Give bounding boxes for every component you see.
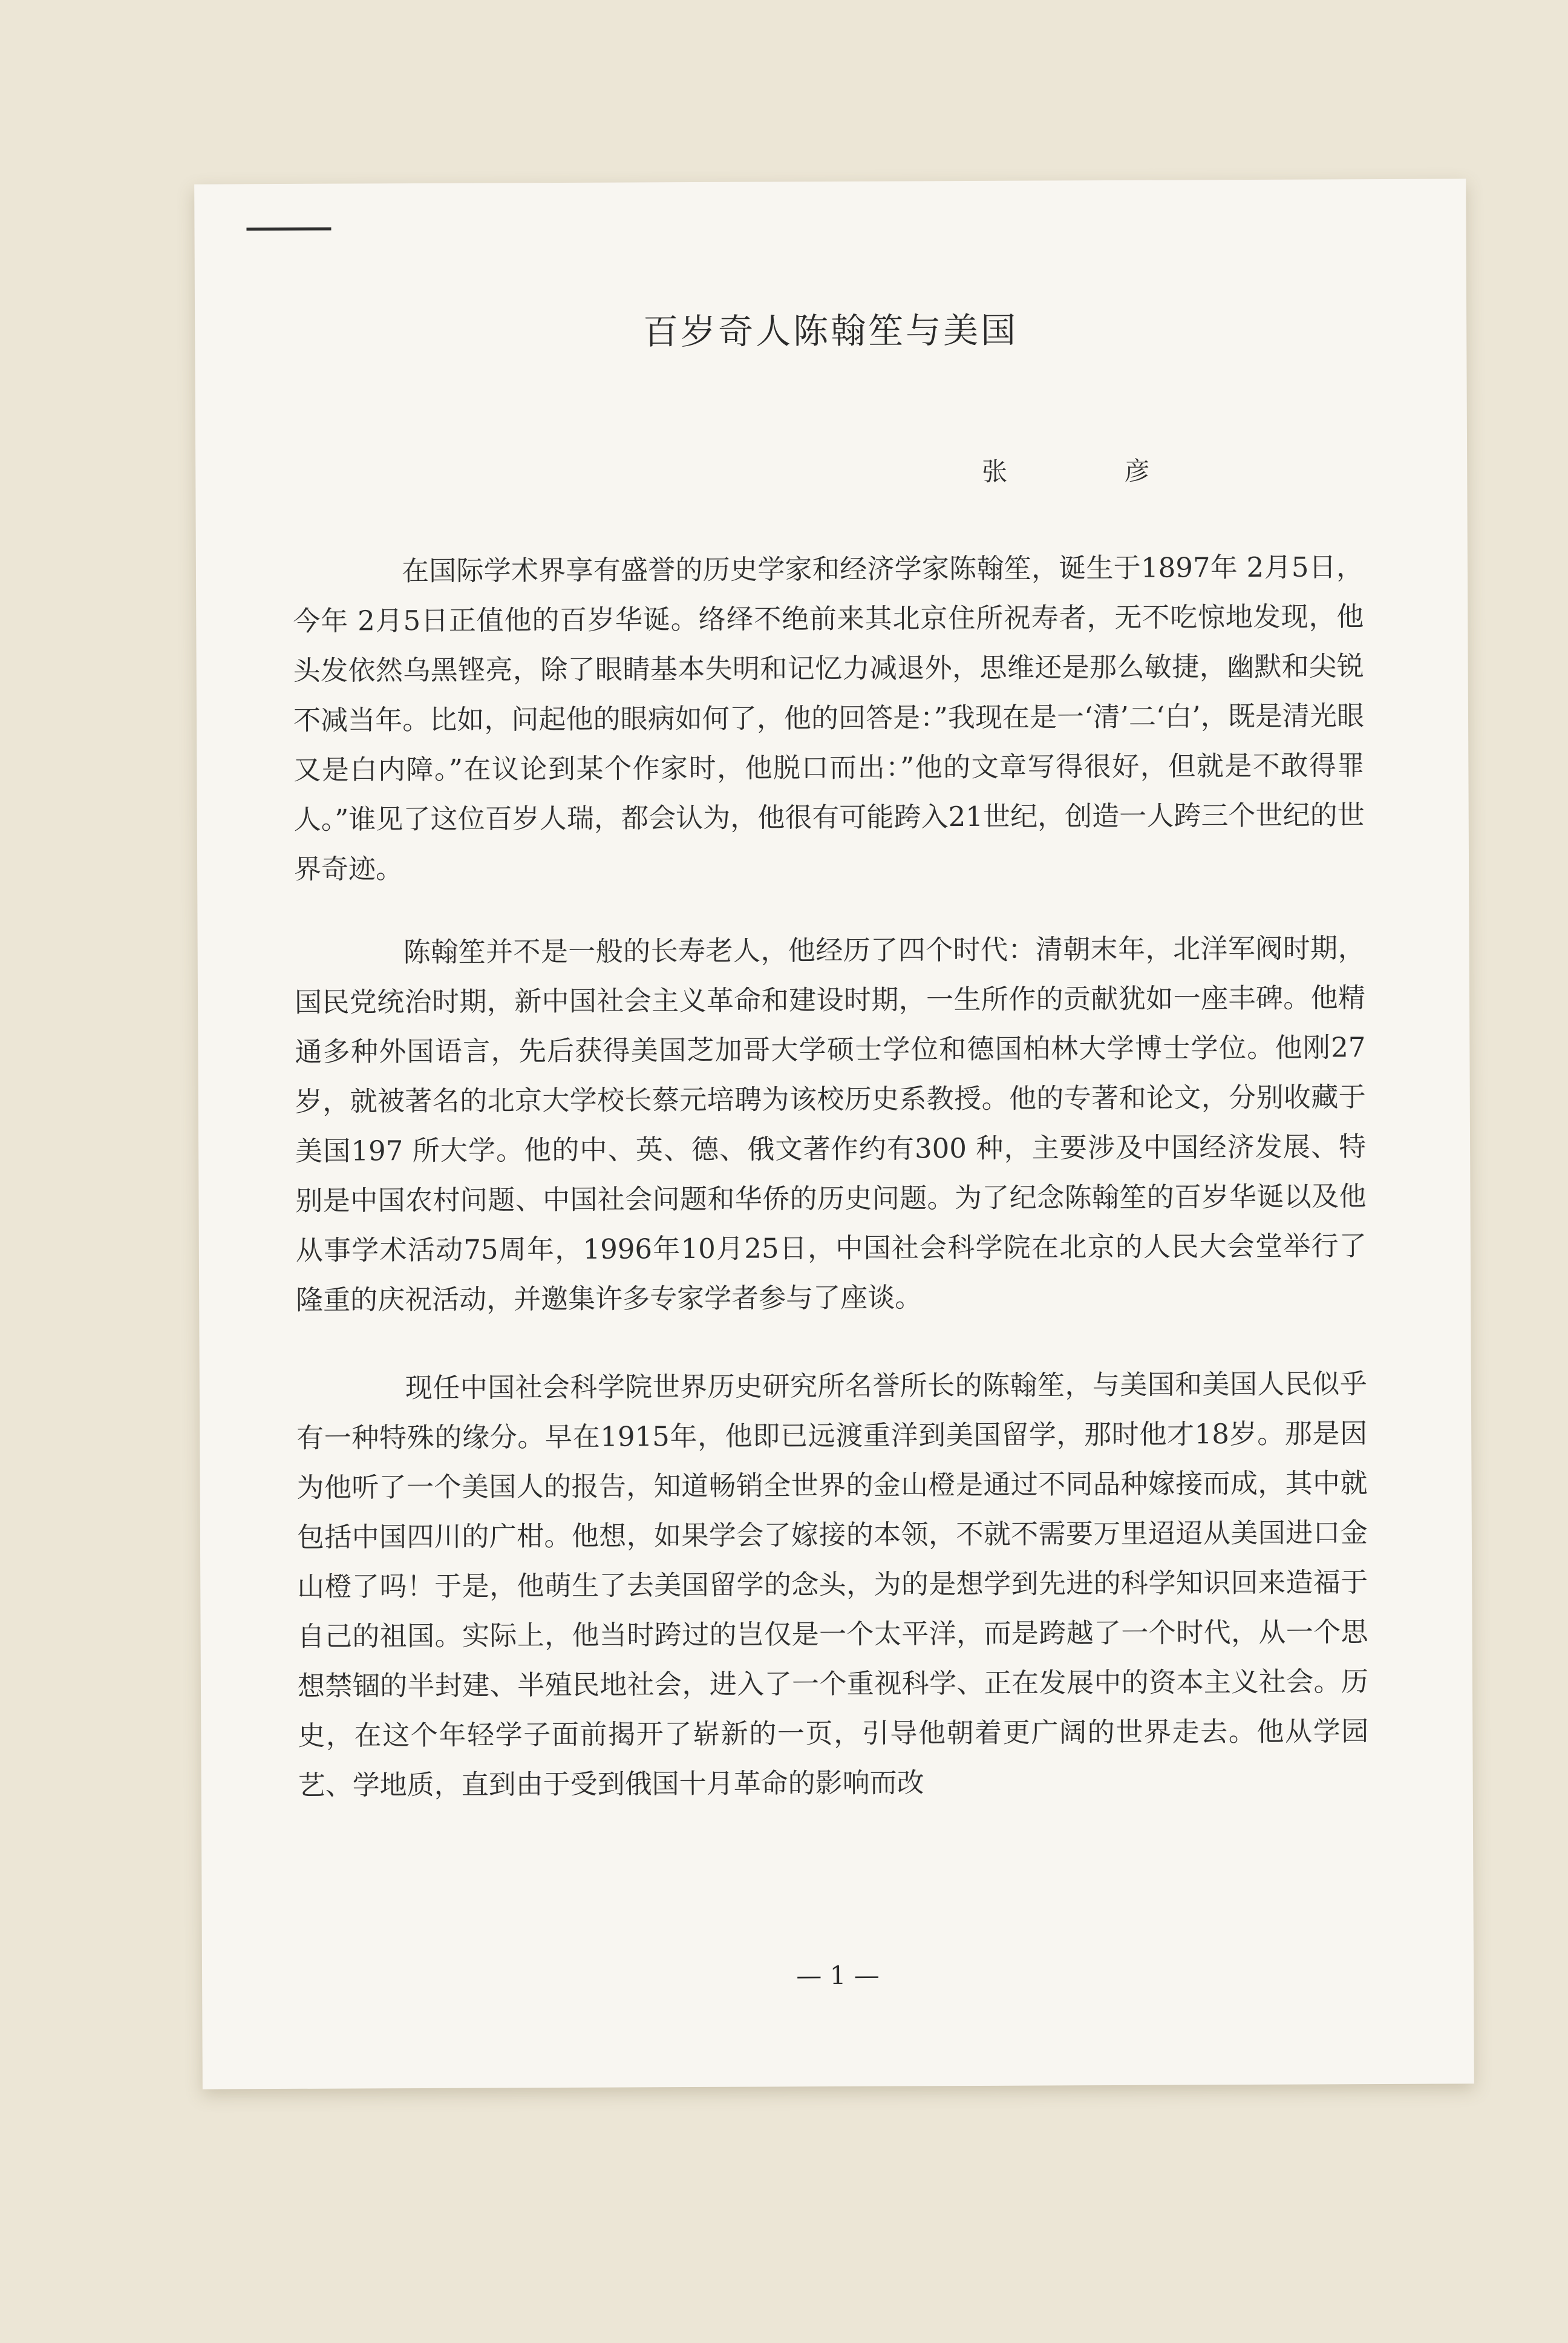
document-page <box>194 179 1474 2089</box>
author-name: 张 彦 <box>982 456 1204 487</box>
paragraph-3: 现任中国社会科学院世界历史研究所名誉所长的陈翰笙，与美国和美国人民似乎有一种特殊的缘分。早在1915年，他即已远渡重洋到美国留学，那时他才18岁。那是因为他听了一个美国人的报告，知道畅销全世界的金山橙是通过不同品种嫁接而成，其中就包括中国四川的广柑。他想，如果学会了嫁接的本领，不就不需要万里迢迢从美国进口金山橙了吗！于是，他萌生了去美国留学的念头，为的是想学到先进的科学知识回来造福于自己的祖国。实际上，他当时跨过的岂仅是一个太平洋，而是跨越了一个时代，从一个思想禁锢的半封建、半殖民地社会，进入了一个重视科学、正在发展中的资本主义社会。历史，在这个年轻学子面前揭开了崭新的一页，引导他朝着更广阔的世界走去。他从学园艺、学地质，直到由于受到俄国十月革命的影响而改 <box>296 1368 1369 1801</box>
paragraph-1: 在国际学术界享有盛誉的历史学家和经济学家陈翰笙，诞生于1897年 2月5日，今年 2月5日正值他的百岁华诞。络绎不绝前来其北京住所祝寿者，无不吃惊地发现，他头发依然乌黑铿亮，除了眼睛基本失明和记忆力减退外，思维还是那么敏捷，幽默和尖锐不减当年。比如，问起他的眼病如何了，他的回答是：”我现在是一‘清’二‘白’，既是清光眼又是白内障。”在议论到某个作家时，他脱口而出：”他的文章写得很好，但就是不敢得罪人。”谁见了这位百岁人瑞，都会认为，他很有可能跨入21世纪，创造一人跨三个世纪的世界奇迹。 <box>293 551 1365 885</box>
page-number: — 1 — <box>796 1960 880 1991</box>
corner-mark <box>246 228 331 231</box>
document-title: 百岁奇人陈翰笙与美国 <box>643 309 1019 353</box>
paragraph-2: 陈翰笙并不是一般的长寿老人，他经历了四个时代：清朝末年，北洋军阀时期，国民党统治时期，新中国社会主义革命和建设时期，一生所作的贡献犹如一座丰碑。他精通多种外国语言，先后获得美国芝加哥大学硕士学位和德国柏林大学博士学位。他刚27岁，就被著名的北京大学校长蔡元培聘为该校历史系教授。他的专著和论文，分别收藏于美国197 所大学。他的中、英、德、俄文著作约有300 种，主要涉及中国经济发展、特别是中国农村问题、中国社会问题和华侨的历史问题。为了纪念陈翰笙的百岁华诞以及他从事学术活动75周年，1996年10月25日，中国社会科学院在北京的人民大会堂举行了隆重的庆祝活动，并邀集许多专家学者参与了座谈。 <box>294 932 1367 1316</box>
